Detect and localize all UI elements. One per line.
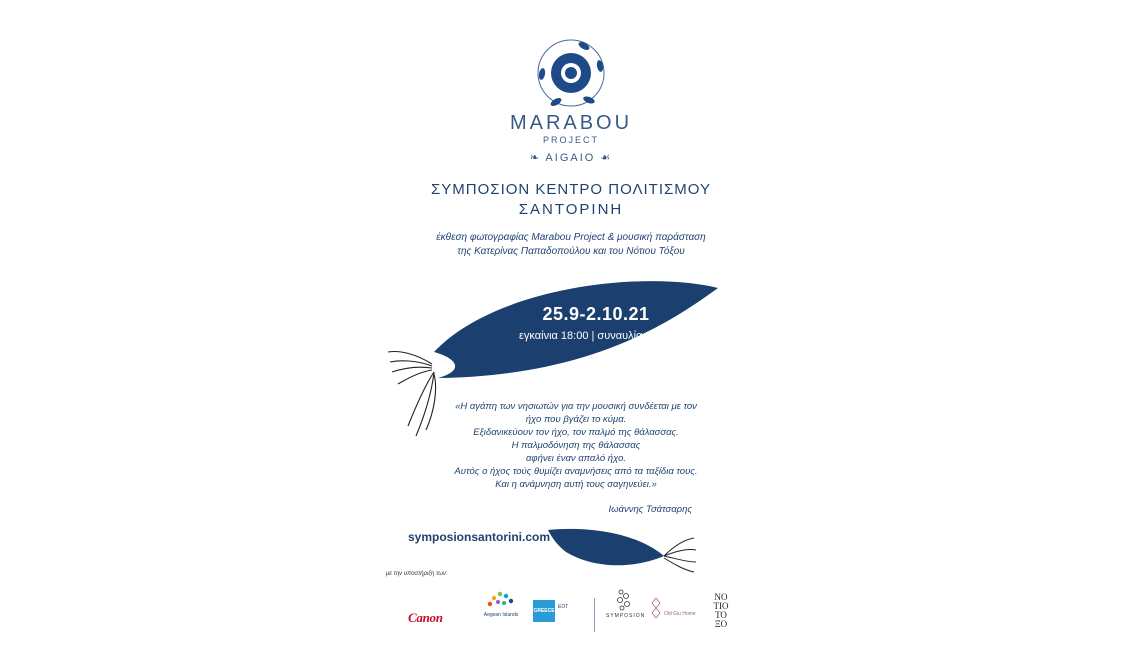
- symposion-label: SYMPOSION: [606, 613, 646, 619]
- notio-toxo-logo: [710, 593, 732, 629]
- notio-line: ΝΟ: [714, 592, 728, 602]
- notio-line: ΞΟ: [714, 619, 728, 629]
- website-link[interactable]: symposionsantorini.com: [408, 530, 551, 544]
- laurel-right-icon: ☙: [595, 152, 613, 164]
- notio-line: ΤΟ: [715, 610, 727, 620]
- description-line-1: έκθεση φωτογραφίας Marabou Project & μουσική παράσταση: [436, 232, 706, 243]
- support-label: με την υποστήριξη των:: [386, 571, 448, 577]
- aegean-islands-label: Aegean Islands: [483, 612, 519, 618]
- venue-name: ΣΥΜΠΟΣΙΟΝ ΚΕΝΤΡΟ ΠΟΛΙΤΙΣΜΟΥ: [431, 181, 711, 198]
- old-giu-logo-icon: [650, 596, 662, 620]
- venue-location: ΣΑΝΤΟΡΙΝΗ: [518, 201, 624, 218]
- greece-logo: GREECE: [533, 600, 555, 622]
- event-times: εγκαίνια 18:00 | συναυλία 20:00: [519, 330, 673, 342]
- brand-region: ❧ AIGAIO ☙: [529, 152, 613, 164]
- greece-tourism-label: EOT: [558, 604, 569, 610]
- laurel-left-icon: ❧: [529, 152, 546, 164]
- quote-line: αφήνει έναν απαλό ήχο.: [525, 453, 627, 464]
- quote-line: Εξιδανικεύουν τον ήχο, τον παλμό της θάλασσας.: [473, 427, 679, 438]
- old-giu-label: Old Giu Home: [664, 611, 696, 617]
- quote-line: ήχο που βγάζει το κύμα.: [525, 414, 627, 425]
- symposion-logo-icon: [614, 588, 634, 612]
- brand-subtitle: PROJECT: [542, 135, 599, 145]
- aegean-islands-logo-icon: [484, 588, 518, 610]
- brand-name: MARABOU: [509, 112, 633, 134]
- quote-line: «Η αγάπη των νησιωτών για την μουσική συνδέεται με τον: [455, 401, 697, 412]
- quote-line: Αυτός ο ήχος τούς θυμίζει αναμνήσεις από τα ταξίδια τους.: [454, 466, 698, 477]
- marabou-circle-logo-icon: [534, 36, 608, 110]
- small-fish-icon: [546, 522, 706, 578]
- quote-line: Και η ανάμνηση αυτή τους σαγηνεύει.»: [495, 479, 657, 490]
- canon-logo: Canon: [408, 610, 443, 625]
- notio-line: ΤΙΟ: [713, 601, 729, 611]
- sponsor-divider: [594, 598, 595, 632]
- description-line-2: της Κατερίνας Παπαδοπούλου και του Νότιου Τόξου: [457, 246, 685, 257]
- event-poster: [386, 0, 756, 660]
- quote-author: Ιωάννης Τσάτσαρης: [608, 504, 692, 515]
- quote-line: Η παλμοδόνηση της θάλασσας: [511, 440, 641, 451]
- event-dates: 25.9-2.10.21: [542, 304, 650, 324]
